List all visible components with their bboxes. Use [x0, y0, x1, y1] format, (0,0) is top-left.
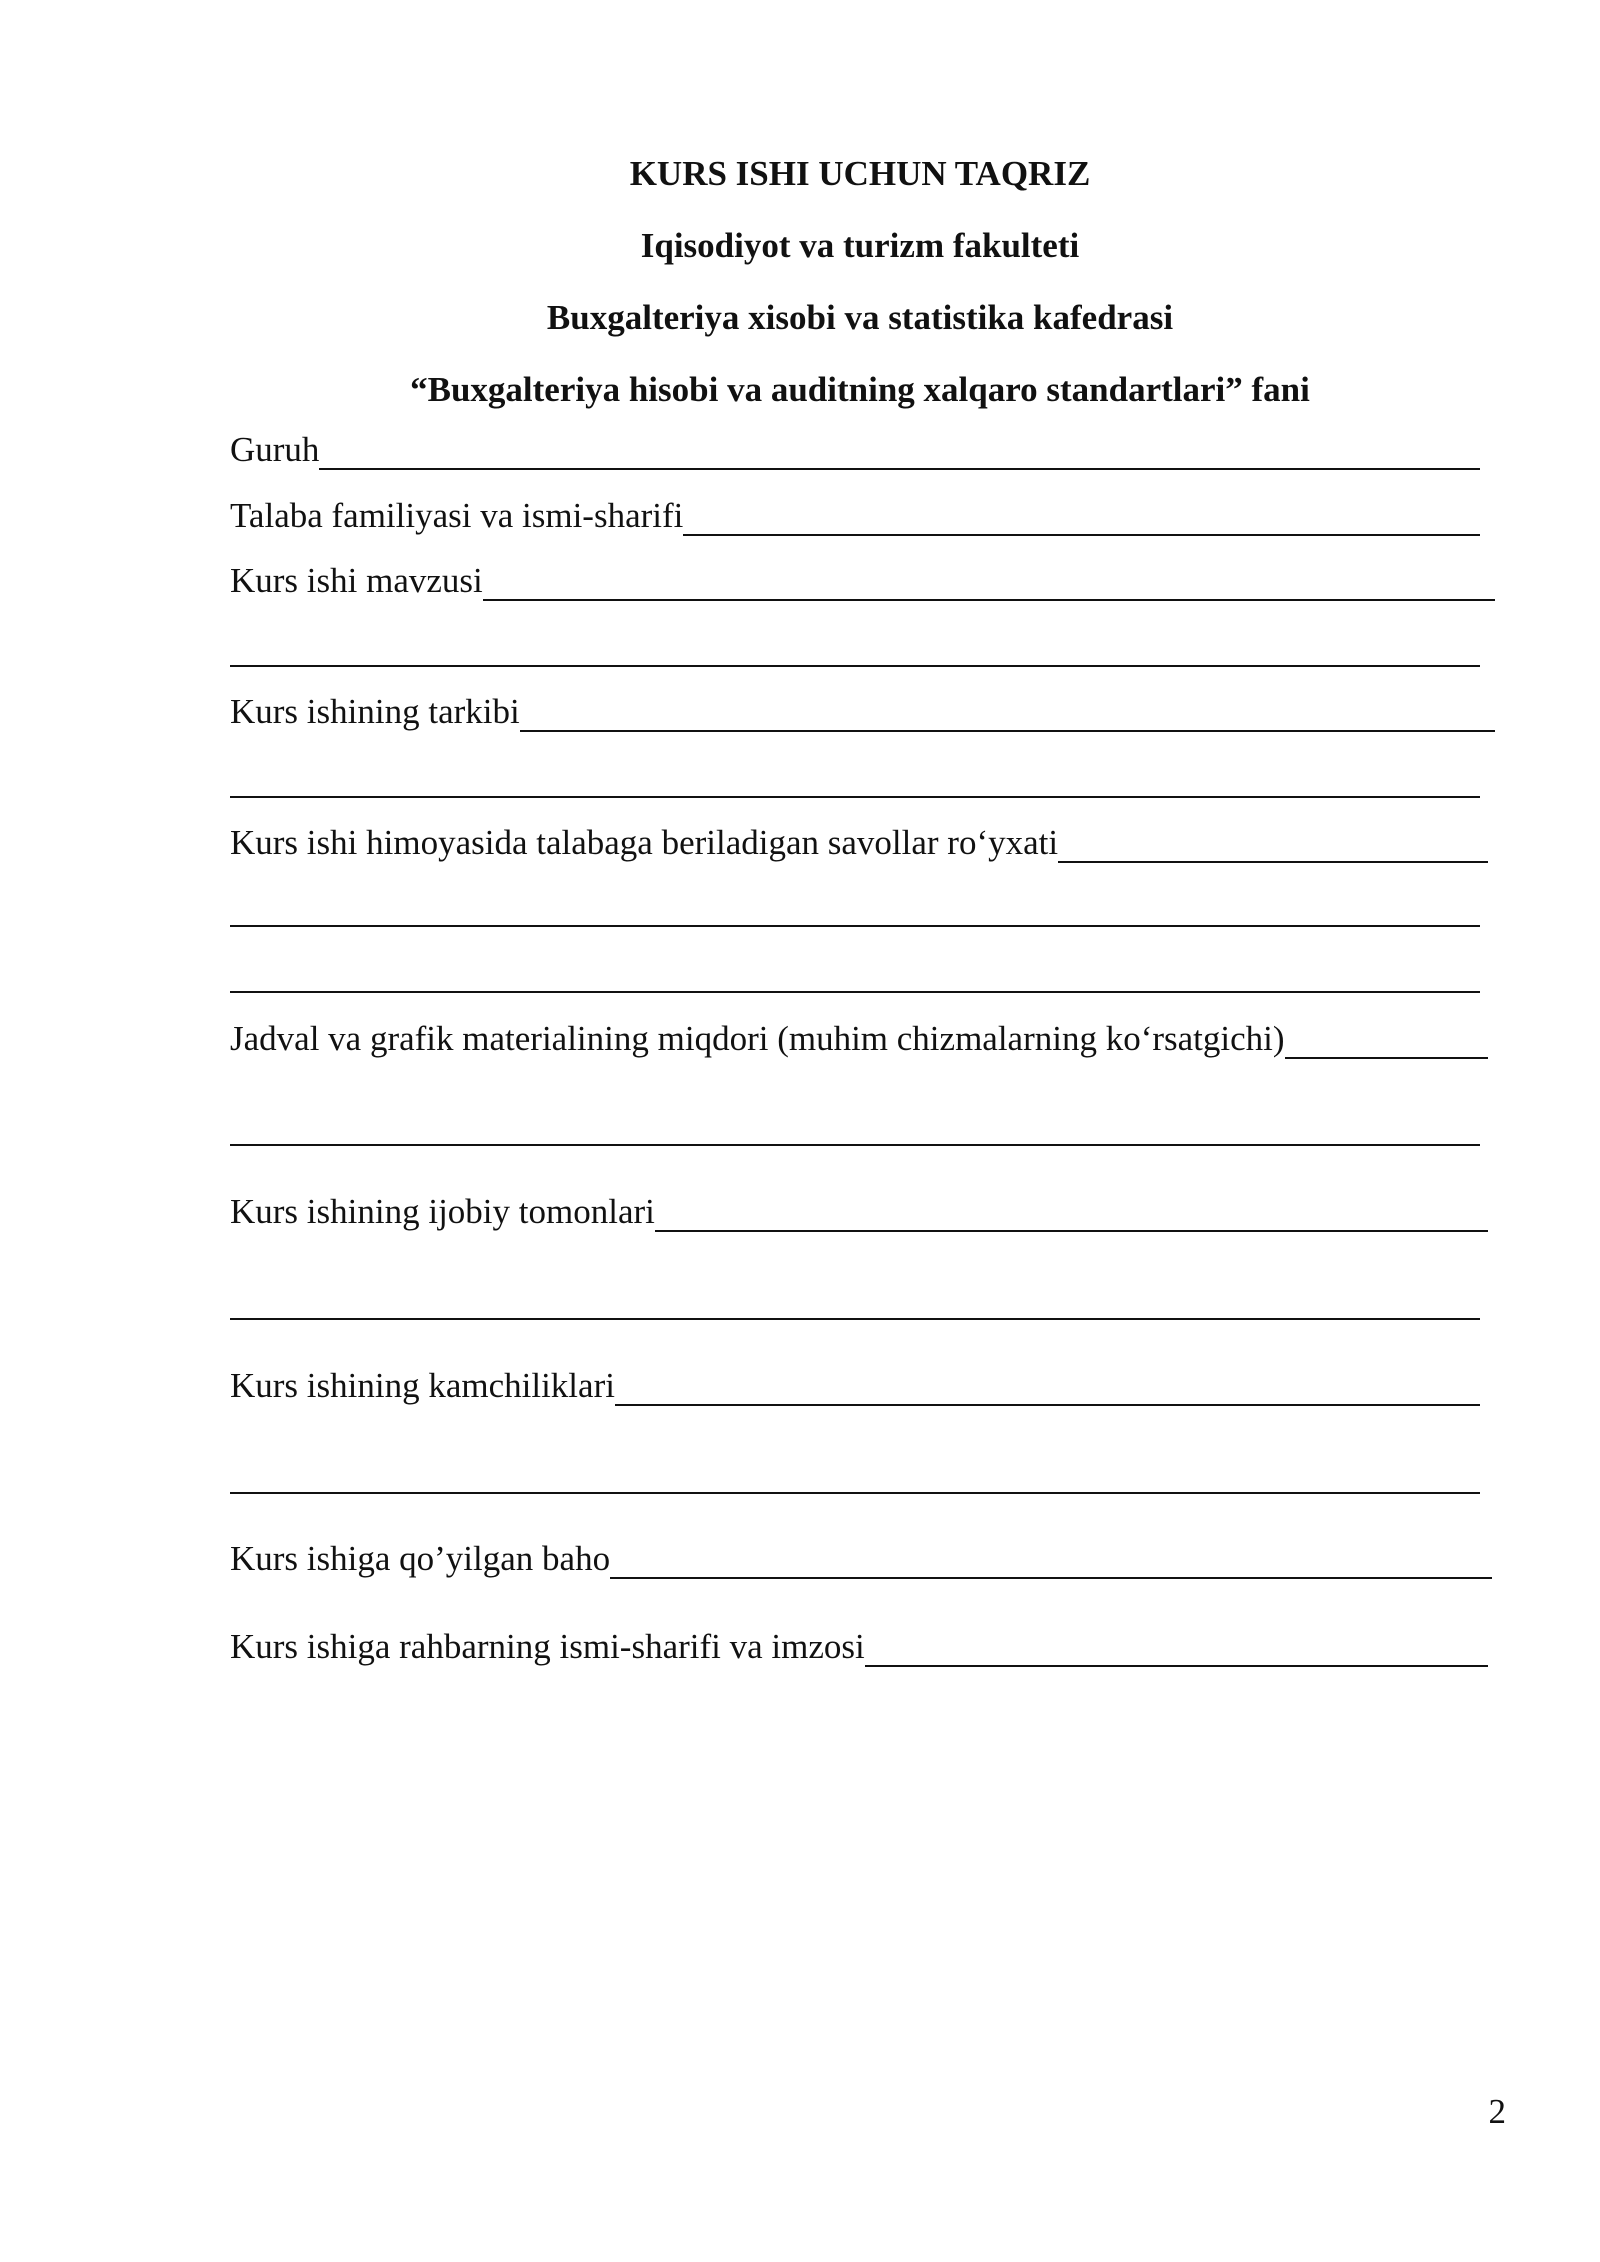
field-questions-label: Kurs ishi himoyasida talabaga beriladigan savollar ro‘yxati: [230, 823, 1059, 862]
field-topic-blank[interactable]: [483, 599, 1495, 601]
field-materials-blank[interactable]: [1285, 1057, 1488, 1059]
field-materials-label: Jadval va grafik materialining miqdori (muhim chizmalarning ko‘rsatgichi): [230, 1019, 1285, 1058]
field-questions-blank[interactable]: [1058, 861, 1488, 863]
field-questions-blank-2[interactable]: [230, 925, 1480, 927]
field-shortcomings-blank[interactable]: [615, 1404, 1480, 1406]
field-shortcomings: [230, 1364, 1480, 1408]
field-supervisor: [230, 1625, 1488, 1669]
field-positives-label: Kurs ishining ijobiy tomonlari: [230, 1192, 655, 1231]
field-grade-label: Kurs ishiga qo’yilgan baho: [230, 1539, 611, 1578]
field-topic-label: Kurs ishi mavzusi: [230, 561, 483, 600]
field-supervisor-blank[interactable]: [865, 1665, 1488, 1667]
field-structure: [230, 690, 1495, 734]
field-materials-blank-2[interactable]: [230, 1144, 1480, 1146]
page-number: 2: [1488, 2092, 1506, 2131]
field-positives: [230, 1190, 1488, 1234]
department-heading: Buxgalteriya xisobi va statistika kafedrasi: [546, 298, 1174, 337]
field-structure-blank[interactable]: [520, 730, 1495, 732]
field-shortcomings-blank-2[interactable]: [230, 1492, 1480, 1494]
faculty-heading: Iqisodiyot va turizm fakulteti: [640, 226, 1080, 265]
subject-heading: “Buxgalteriya hisobi va auditning xalqaro standartlari” fani: [410, 370, 1310, 409]
field-group-blank[interactable]: [319, 468, 1480, 470]
field-student-name-label: Talaba familiyasi va ismi-sharifi: [230, 496, 684, 535]
field-structure-blank-2[interactable]: [230, 796, 1480, 798]
document-title: KURS ISHI UCHUN TAQRIZ: [629, 154, 1091, 193]
field-questions: [230, 821, 1488, 865]
field-questions-blank-3[interactable]: [230, 991, 1480, 993]
field-group: [230, 428, 1480, 472]
field-positives-blank[interactable]: [655, 1230, 1488, 1232]
field-materials: [230, 1017, 1488, 1061]
field-student-name-blank[interactable]: [683, 534, 1480, 536]
field-structure-label: Kurs ishining tarkibi: [230, 692, 520, 731]
field-topic: [230, 559, 1495, 603]
field-topic-blank-2[interactable]: [230, 665, 1480, 667]
field-group-label: Guruh: [230, 430, 320, 469]
field-grade: [230, 1537, 1492, 1581]
field-positives-blank-2[interactable]: [230, 1318, 1480, 1320]
field-student-name: [230, 494, 1480, 538]
field-supervisor-label: Kurs ishiga rahbarning ismi-sharifi va imzosi: [230, 1627, 865, 1666]
field-shortcomings-label: Kurs ishining kamchiliklari: [230, 1366, 615, 1405]
field-grade-blank[interactable]: [610, 1577, 1492, 1579]
